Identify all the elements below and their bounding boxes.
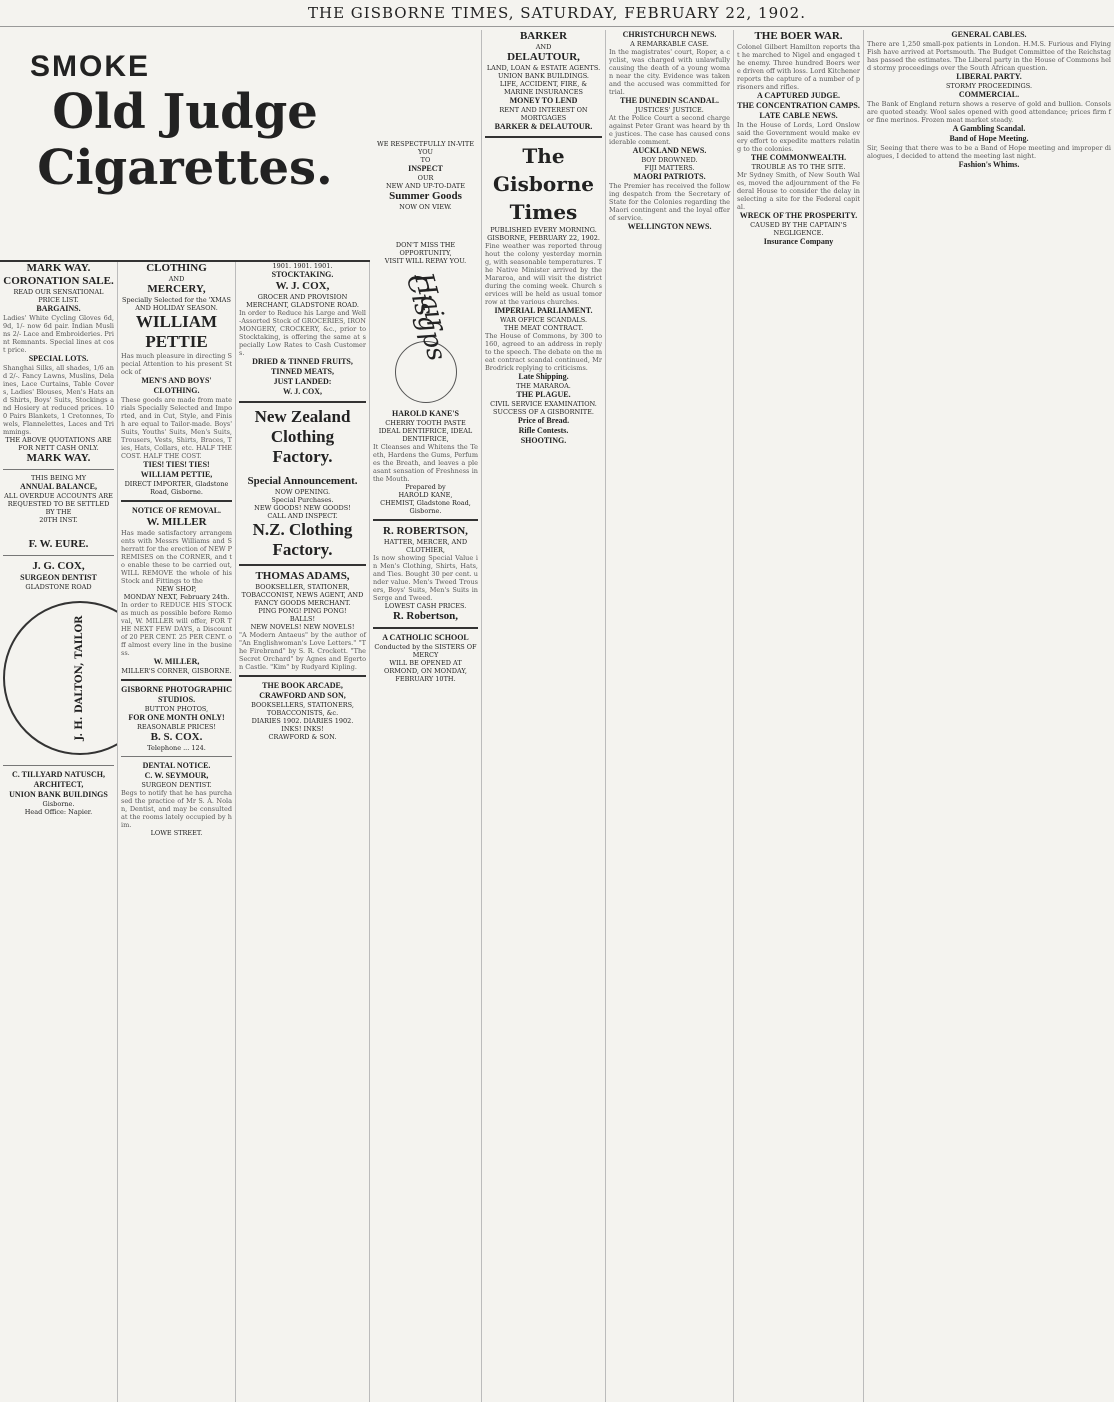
miller-sub: MILLER'S CORNER, GISBORNE. (121, 667, 232, 675)
miller-sig: W. MILLER, (153, 657, 200, 666)
commercial-text: The Bank of England return shows a reserve of gold and bullion. Consols are quoted steady. Wool sales opened with good attendance; prices firm for fine merinos. Frozen meat market steady. (867, 100, 1111, 124)
seymour: C. W. SEYMOUR, (144, 771, 209, 780)
grocer: GROCER AND PROVISION MERCHANT, GLADSTONE ROAD. (246, 293, 359, 309)
negligence: CAUSED BY THE CAPTAIN'S NEGLIGENCE. (750, 221, 847, 237)
remarkable-case: A REMARKABLE CASE. (630, 40, 709, 48)
christchurch-news: CHRISTCHURCH NEWS. (622, 30, 717, 39)
late-cable-text: In the House of Lords, Lord Onslow said the Government would make every effort to expedite matters relating to the colonies. (737, 121, 860, 153)
coronation-sale: CORONATION SALE. (3, 275, 114, 287)
union-bank: UNION BANK BUILDINGS (9, 790, 108, 799)
inks: INKS! INKS! (281, 725, 324, 733)
respect: WE RESPECTFULLY IN-VITE YOU (377, 140, 474, 156)
gisbornite: SUCCESS OF A GISBORNITE. (493, 408, 594, 416)
just-landed: JUST LANDED: (273, 377, 332, 386)
tillyard-name: C. TILLYARD NATUSCH, ARCHITECT, (12, 770, 105, 789)
robertson: R. ROBERTSON, (383, 525, 468, 537)
novels-text: "A Modern Antaeus" by the author of "An Englishwoman's Love Letters." "The Firebrand" by S. R. Crockett. "The Secret Orchard" by Agnes and Egerton Castle. "Kim" by Rudyard Kipling. (239, 631, 366, 671)
dunedin-scandal: THE DUNEDIN SCANDAL. (620, 96, 719, 105)
button-photos: BUTTON PHOTOS, (144, 705, 209, 713)
closing-note: THE ABOVE QUOTATIONS ARE FOR NETT CASH ONLY. (5, 436, 112, 452)
delautour: DELAUTOUR, (507, 51, 580, 63)
on-view: NOW ON VIEW. (399, 203, 452, 211)
barker2: BARKER & DELAUTOUR. (494, 122, 593, 131)
adams-sub: BOOKSELLER, STATIONER, TOBACCONIST, NEWS AGENT, AND FANCY GOODS MERCHANT. (241, 583, 364, 607)
one-month: FOR ONE MONTH ONLY! (128, 713, 225, 722)
late-cable: LATE CABLE NEWS. (759, 111, 838, 120)
chemist: CHEMIST, Gladstone Road, Gisborne. (380, 499, 471, 515)
kane-text: It Cleanses and Whitens the Teeth, Hardens the Gums, Perfumes the Breath, and leaves a pleasant sensation of Freshness in the Mouth. (373, 443, 478, 483)
column-7 (734, 30, 864, 1402)
robertson-sub: HATTER, MERCER, AND CLOTHIER, (383, 538, 468, 554)
ideal: IDEAL DENTIFRICE, IDEAL DENTIFRICE, (378, 427, 473, 443)
seymour-sub: SURGEON DENTIST. (141, 781, 212, 789)
concentration-camps: THE CONCENTRATION CAMPS. (737, 101, 860, 110)
prosperity-wreck: WRECK OF THE PROSPERITY. (739, 211, 858, 220)
editorial-text: Fine weather was reported throughout the colony yesterday morning, with seasonable temperatures. The Native Minister arrived by the Mararoa, and will visit the district during the coming week. Church services will be held as usual tomorrow at the various churches. (485, 242, 602, 306)
balance-request: ALL OVERDUE ACCOUNTS ARE REQUESTED TO BE SETTLED BY THE (4, 492, 113, 516)
dunedin-text: At the Police Court a second charge against Peter Grant was heard by the justices. The case has caused considerable comment. (609, 114, 730, 146)
gladstone-road: GLADSTONE ROAD (25, 583, 92, 591)
cox-text: In order to Reduce his Large and Well-Assorted Stock of GROCERIES, IRONMONGERY, CROCKERY, &c., prior to Stocktaking, is offering the same at specially Low Rates to Cash Customers. (239, 309, 366, 357)
crawford-sub: BOOKSELLERS, STATIONERS, TOBACCONISTS, &c. (251, 701, 354, 717)
stocktaking: STOCKTAKING. (271, 270, 334, 279)
menboys-text: These goods are made from materials Specially Selected and Imported, and in Cut, Style, and Finish are equal to Tailor-made. Boys' Suits, Youths' Suits, Men's Suits, Trousers, Vests, Shirts, Braces, Ties, Hats, Collars, etc. HALF THE COST. HALF THE COST. (121, 396, 232, 460)
prepared-by: Prepared by (405, 483, 446, 491)
mark-way-title: MARK WAY. (26, 262, 91, 274)
balance-pre: THIS BEING MY (30, 474, 87, 482)
times-date: GISBORNE, FEBRUARY 22, 1902. (487, 234, 600, 242)
general-text: There are 1,250 small-pox patients in London. H.M.S. Furious and Flying Fish have arrived at Portsmouth. The Budget Committee of the Reichstag has passed the estimates. The Liberal party in the House of Commons held stormy proceedings over the South African question. (867, 40, 1111, 72)
call-inspect: CALL AND INSPECT. (267, 512, 338, 520)
column-1 (0, 262, 118, 1402)
commonwealth: THE COMMONWEALTH. (750, 153, 847, 162)
ties: TIES! TIES! TIES! (143, 460, 210, 469)
nz-factory: New Zealand Clothing Factory. (254, 407, 351, 466)
old-judge-ad (0, 30, 370, 262)
general-cables: GENERAL CABLES. (951, 30, 1027, 39)
bs-cox: B. S. COX. (150, 731, 203, 743)
mararoa: THE MARAROA. (516, 382, 571, 390)
catholic-school: A CATHOLIC SCHOOL (382, 633, 469, 642)
boer-text: Colonel Gilbert Hamilton reports that he marched to Nigel and engaged the enemy. Three hundred Boers were driven off with loss. Lord Kitchener reports the capture of a number of prisoners and rifles. (737, 43, 860, 91)
life-insurance: LIFE, ACCIDENT, FIRE, & MARINE INSURANCES (499, 80, 588, 96)
dental-notice: DENTAL NOTICE. (142, 761, 211, 770)
reopen: WILL BE OPENED AT ORMOND, ON MONDAY, FEBRUARY 10TH. (384, 659, 467, 683)
cox-name: J. G. COX, (32, 560, 85, 572)
dalton-tailor: J. H. DALTON, TAILOR (74, 615, 85, 741)
summer-goods: Summer Goods (389, 190, 462, 202)
w-miller: W. MILLER (146, 516, 207, 528)
fashion-whims: Fashion's Whims. (958, 160, 1020, 169)
column-5 (482, 30, 606, 1402)
barker: BARKER (519, 30, 568, 42)
monday-next: MONDAY NEXT, February 24th. (123, 593, 230, 601)
christchurch-text: In the magistrates' court, Roper, a cyclist, was charged with unlawfully causing the death of a young woman near the city. Evidence was taken and the accused was committed for trial. (609, 48, 730, 96)
balls: BALLS! (289, 615, 316, 623)
dalton-tailor-ad (3, 601, 118, 755)
barker-and: AND (535, 43, 552, 51)
new-novels: NEW NOVELS! NEW NOVELS! (250, 623, 355, 631)
new-shop: NEW SHOP, (156, 585, 197, 593)
bargains-text: Ladies' White Cycling Gloves 6d, 9d, 1/- now 6d pair. Indian Muslins 2/- Lace and Embroideries. Print Remnants. Special lines at cost price. (3, 314, 114, 354)
fancy-ad: Hair Cisgps (399, 269, 452, 365)
lowest-prices: LOWEST CASH PRICES. (384, 602, 467, 610)
new-goods: NEW GOODS! NEW GOODS! (254, 504, 351, 512)
stormy: STORMY PROCEEDINGS. (945, 82, 1033, 90)
ad-old-judge: Old Judge (52, 84, 318, 140)
insurance-company: Insurance Company (763, 237, 834, 246)
maori-text: The Premier has received the following despatch from the Secretary of State for the Colonies regarding the Maori contingent and the loyal offer of service. (609, 182, 730, 222)
wp-sig: WILLIAM PETTIE, (140, 470, 213, 479)
pettie: PETTIE (145, 332, 208, 351)
harold-kane: HAROLD KANE'S (392, 409, 459, 418)
commonwealth-text: Mr Sydney Smith, of New South Wales, moved the adjournment of the Federal House to consider the delay in selecting a site for the Federal capital. (737, 171, 860, 211)
meat-contract: THE MEAT CONTRACT. (503, 324, 584, 332)
lowe-street: LOWE STREET. (150, 829, 203, 837)
our: OUR (417, 174, 434, 182)
ping-pong: PING PONG! PING PONG! (258, 607, 347, 615)
diaries: DIARIES 1902. DIARIES 1902. (251, 717, 354, 725)
bread-price: Price of Bread. (517, 416, 570, 425)
maori-patriots: MAORI PATRIOTS. (633, 172, 706, 181)
men-boys: MEN'S AND BOYS' CLOTHING. (141, 376, 212, 395)
head-office: Head Office: Napier. (24, 808, 93, 816)
now-opening: NOW OPENING. (274, 488, 331, 496)
parliament-text: The House of Commons, by 300 to 160, agreed to an address in reply to the speech. The debate on the meat contract scandal continued, Mr Brodrick replying to criticisms. (485, 332, 602, 372)
new-up: NEW AND UP-TO-DATE (385, 182, 466, 190)
robertson-text: Is now showing Special Value in Men's Clothing, Shirts, Hats, and Ties. Bought 30 per cent. under value. Men's Tweed Trousers, Boys' Suits, Men's Suits in Serge and Tweed. (373, 554, 478, 602)
reasonable-prices: REASONABLE PRICES! (136, 723, 217, 731)
column-2 (118, 262, 236, 1402)
wj-cox: W. J. COX, (275, 280, 330, 292)
column-3 (236, 262, 370, 1402)
photo-studios: GISBORNE PHOTOGRAPHIC STUDIOS. (121, 685, 232, 704)
column-4 (370, 30, 482, 1402)
rifle-contests: Rifle Contests. (518, 426, 569, 435)
published: PUBLISHED EVERY MORNING. (490, 226, 597, 234)
crawford-sig: CRAWFORD & SON. (268, 733, 337, 741)
late-shipping: Late Shipping. (518, 372, 569, 381)
special-lots: SPECIAL LOTS. (28, 354, 89, 363)
band-of-hope: Band of Hope Meeting. (949, 134, 1029, 143)
tooth-paste: CHERRY TOOTH PASTE (385, 419, 466, 427)
fiji-matters: FIJI MATTERS. (644, 164, 695, 172)
ad-smoke: SMOKE (30, 50, 151, 83)
special-announcement: Special Announcement. (247, 475, 358, 487)
captured-judge: A CAPTURED JUDGE. (757, 91, 840, 100)
auckland-news: AUCKLAND NEWS. (632, 146, 707, 155)
union-bank-sub: Gisborne. (42, 800, 75, 808)
plague: THE PLAGUE. (516, 390, 571, 399)
gambling-scandal: A Gambling Scandal. (952, 124, 1026, 133)
shooting: SHOOTING. (520, 436, 567, 445)
trouble-site: TROUBLE AS TO THE SITE. (751, 163, 846, 171)
sisters: Conducted by the SISTERS OF MERCY (374, 643, 477, 659)
boy-drowned: BOY DROWNED. (641, 156, 698, 164)
tinned-meats: TINNED MEATS, (271, 367, 334, 376)
wp-sub: DIRECT IMPORTER, Gladstone Road, Gisborne. (124, 480, 229, 496)
eure-sig: F. W. EURE. (28, 538, 89, 550)
union-buildings: UNION BANK BUILDINGS. (498, 72, 589, 80)
seymour-text: Begs to notify that he has purchased the practice of Mr S. A. Nolan, Dentist, and may be consulted at the rooms lately occupied by him. (121, 789, 232, 829)
mark-way-sig: MARK WAY. (26, 452, 91, 464)
wj-cox2: W. J. COX, (282, 387, 323, 396)
civil-exam: CIVIL SERVICE EXAMINATION. (490, 400, 597, 408)
commercial: COMMERCIAL. (958, 90, 1020, 99)
special-lots-text: Shanghai Silks, all shades, 1/6 and 2/-. Fancy Lawns, Muslins, Delaines, Lace Curtains, Table Covers, Ladies' Blouses, Men's Hats and Shirts, Boys' Suits, Stockings and Hosiery at reduced prices. 100 Pairs Blankets, 1 Cretonnes, Towels, Flannelettes, Laces and Trimmings. (3, 364, 114, 436)
thomas-adams: THOMAS ADAMS, (255, 570, 350, 582)
money-to-lend: MONEY TO LEND (509, 96, 578, 105)
hope-text: Sir, Seeing that there was to be a Band of Hope meeting and improper dialogues, I decided to attend the meeting last night. (867, 144, 1111, 160)
william: WILLIAM (135, 312, 218, 331)
surgeon-dentist: SURGEON DENTIST (20, 573, 97, 582)
agents: LAND, LOAN & ESTATE AGENTS. (486, 64, 601, 72)
rent-interest: RENT AND INTEREST ON MORTGAGES (499, 106, 588, 122)
column-6 (606, 30, 734, 1402)
years: 1901. 1901. 1901. (272, 262, 333, 270)
boer-war: THE BOER WAR. (754, 30, 843, 42)
wellington-news: WELLINGTON NEWS. (627, 222, 712, 231)
ad-cigarettes: Cigarettes. (37, 140, 333, 196)
robertson2: R. Robertson, (392, 610, 459, 622)
clothing-and: AND (168, 275, 185, 283)
miller-text2: In order to REDUCE HIS STOCK as much as possible before Removal, W. MILLER will offer, FOR THE NEXT FEW DAYS, a Discount of 20 PER CENT. 25 PER CENT. off almost every line in the business. (121, 601, 232, 657)
crawford-son: CRAWFORD AND SON, (259, 691, 346, 700)
telephone: Telephone ... 124. (147, 744, 206, 752)
liberal-party: LIBERAL PARTY. (956, 72, 1022, 81)
balance-date: 20TH INST. (39, 516, 78, 524)
book-arcade: THE BOOK ARCADE, (262, 681, 343, 690)
war-office: WAR OFFICE SCANDALS. (499, 316, 588, 324)
dried-fruits: DRIED & TINNED FRUITS, (252, 357, 353, 366)
visit-repay: VISIT WILL REPAY YOU. (384, 257, 467, 265)
xmas-note: Specially Selected for the 'XMAS AND HOLIDAY SEASON. (122, 296, 231, 312)
times-title: The Gisborne Times (492, 144, 595, 224)
inspect: INSPECT (408, 164, 443, 173)
mercery: MERCERY, (147, 283, 206, 295)
masthead: THE GISBORNE TIMES, SATURDAY, FEBRUARY 22, 1902. (0, 0, 1114, 27)
nz-factory2: N.Z. Clothing Factory. (252, 520, 353, 559)
bargains: BARGAINS. (36, 304, 81, 313)
dont-miss: DON'T MISS THE OPPORTUNITY, (395, 241, 456, 257)
imperial-parliament: IMPERIAL PARLIAMENT. (494, 306, 593, 315)
clothing: CLOTHING (146, 262, 207, 274)
notice-removal: NOTICE OF REMOVAL. (131, 506, 222, 515)
special-purchases: Special Purchases. (271, 496, 334, 504)
annual-balance: ANNUAL BALANCE, (20, 482, 97, 491)
column-8 (864, 30, 1114, 1402)
justices: JUSTICES' JUSTICE. (635, 106, 704, 114)
to: TO (420, 156, 431, 164)
price-list-sub: READ OUR SENSATIONAL PRICE LIST. (13, 288, 104, 304)
kane2: HAROLD KANE, (398, 491, 453, 499)
pettie-text: Has much pleasure in directing Special Attention to his present Stock of (121, 352, 232, 376)
miller-text: Has made satisfactory arrangements with Messrs Williams and Sherratt for the erection of NEW PREMISES on the CORNER, and to enable these to be carried out, WILL REMOVE the whole of his Stock and Fittings to the (121, 529, 232, 585)
